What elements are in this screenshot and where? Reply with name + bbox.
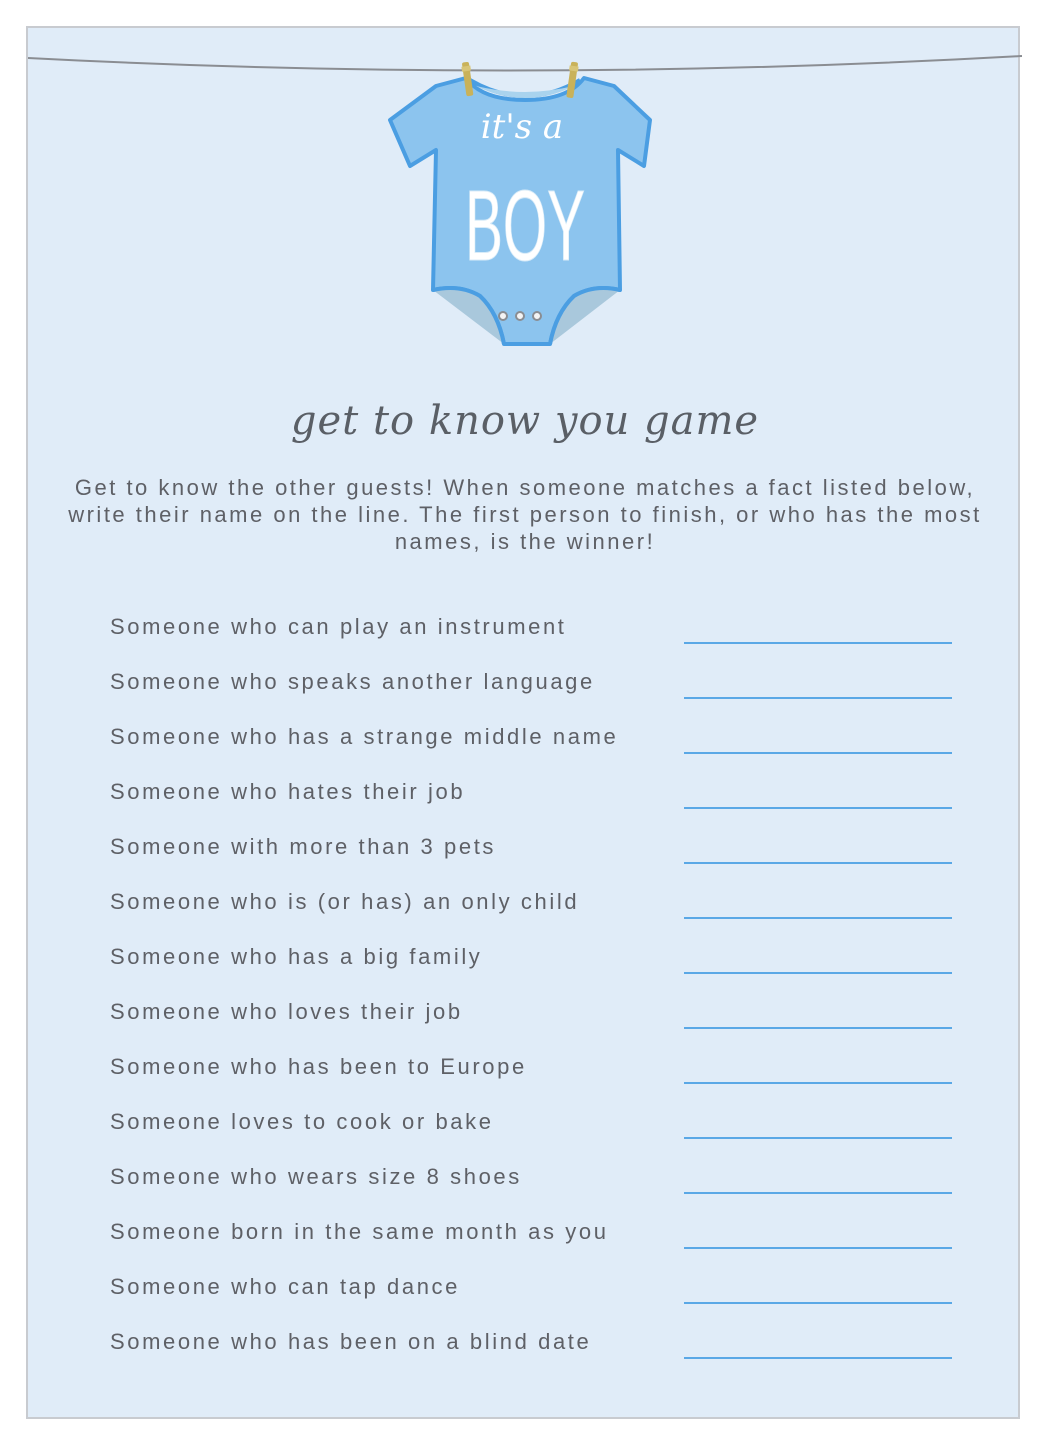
prompt-text: Someone who is (or has) an only child — [110, 889, 580, 914]
prompt-text: Someone who wears size 8 shoes — [110, 1164, 522, 1189]
clothesline — [28, 56, 1022, 71]
answer-line[interactable] — [684, 1192, 952, 1194]
prompt-text: Someone who has been to Europe — [110, 1054, 527, 1079]
onesie-text-line1: it's a — [480, 107, 564, 147]
prompt-row — [110, 724, 952, 764]
answer-line[interactable] — [684, 972, 952, 974]
prompt-row — [110, 834, 952, 874]
prompt-row — [110, 1274, 952, 1314]
answer-line[interactable] — [684, 642, 952, 644]
instructions-text: Get to know the other guests! When someone matches a fact listed below, write their name on the line. The first person to finish, or who has the most names, is the winner! — [68, 475, 982, 554]
prompt-text: Someone who hates their job — [110, 779, 466, 804]
prompt-row — [110, 1329, 952, 1369]
prompt-text: Someone who has a big family — [110, 944, 483, 969]
prompt-row — [110, 669, 952, 709]
prompt-text: Someone with more than 3 pets — [110, 834, 497, 859]
prompt-row — [110, 614, 952, 654]
answer-line[interactable] — [684, 752, 952, 754]
prompt-row — [110, 1109, 952, 1149]
prompt-row — [110, 944, 952, 984]
prompt-text: Someone who speaks another language — [110, 669, 595, 694]
prompt-text: Someone who loves their job — [110, 999, 463, 1024]
answer-line[interactable] — [684, 1302, 952, 1304]
prompt-row — [110, 999, 952, 1039]
prompt-text: Someone who can play an instrument — [110, 614, 567, 639]
answer-line[interactable] — [684, 1247, 952, 1249]
prompt-text: Someone who has been on a blind date — [110, 1329, 592, 1354]
answer-line[interactable] — [684, 697, 952, 699]
answer-line[interactable] — [684, 1027, 952, 1029]
answer-line[interactable] — [684, 917, 952, 919]
answer-line[interactable] — [684, 807, 952, 809]
game-card — [26, 26, 1020, 1419]
prompt-text: Someone loves to cook or bake — [110, 1109, 494, 1134]
game-title: get to know you game — [290, 398, 760, 444]
prompt-text: Someone born in the same month as you — [110, 1219, 609, 1244]
answer-line[interactable] — [684, 862, 952, 864]
prompt-row — [110, 1219, 952, 1259]
answer-line[interactable] — [684, 1137, 952, 1139]
prompt-text: Someone who has a strange middle name — [110, 724, 619, 749]
onesie-text-line2: BOY — [465, 170, 585, 282]
prompt-row — [110, 779, 952, 819]
clothesline-illustration — [28, 28, 1022, 388]
answer-line[interactable] — [684, 1357, 952, 1359]
prompt-row — [110, 889, 952, 929]
prompt-text: Someone who can tap dance — [110, 1274, 460, 1299]
answer-line[interactable] — [684, 1082, 952, 1084]
prompt-row — [110, 1164, 952, 1204]
prompt-row — [110, 1054, 952, 1094]
